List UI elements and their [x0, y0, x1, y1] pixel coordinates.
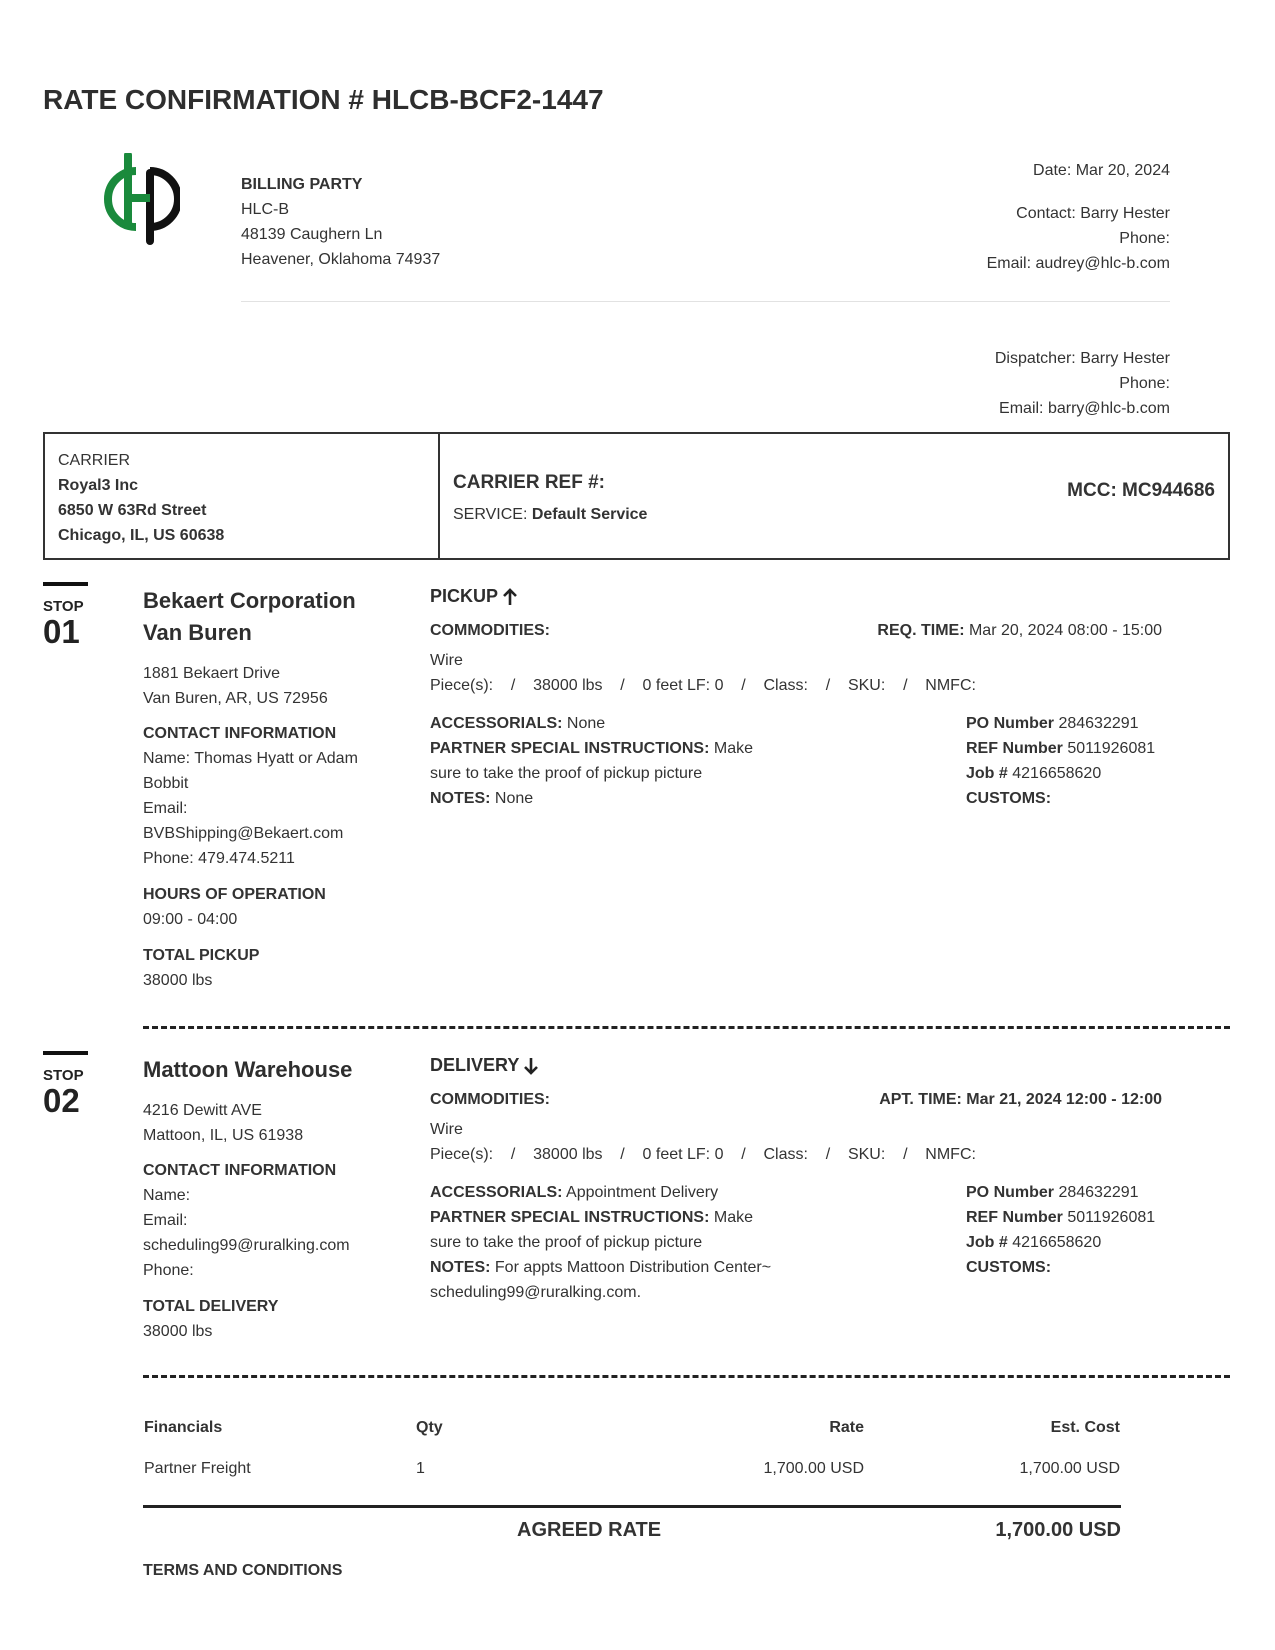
- contact-information: [143, 1158, 393, 1283]
- contact-email-label: Email:: [143, 1212, 188, 1229]
- stop-divider: [143, 1375, 1230, 1378]
- notes-label: NOTES:: [430, 1259, 491, 1276]
- stop-name-line1: Mattoon Warehouse: [143, 1057, 353, 1082]
- stop-address: [143, 1098, 393, 1148]
- carrier-ref-label: CARRIER REF #:: [453, 472, 606, 493]
- apt-time-label: APT. TIME:: [879, 1091, 962, 1108]
- stop-marker: [43, 582, 88, 648]
- stop-number: 01: [43, 613, 80, 650]
- instructions-block: [430, 711, 820, 811]
- pickup-heading: [430, 586, 518, 607]
- table-header-row: [143, 1418, 1121, 1459]
- accessorials-value: Appointment Delivery: [562, 1184, 719, 1201]
- reference-numbers: [966, 1180, 1155, 1280]
- total-divider: [143, 1505, 1121, 1508]
- stop-bar: [43, 1051, 88, 1055]
- reference-numbers: [966, 711, 1155, 811]
- psi-line2: sure to take the proof of pickup picture: [430, 1234, 703, 1251]
- pieces-line: Piece(s): / 38000 lbs / 0 feet LF: 0 / Class: / SKU: / NMFC:: [430, 677, 976, 694]
- total-value: 38000 lbs: [143, 1323, 213, 1340]
- carrier-box: [43, 432, 1230, 560]
- stop-location: [143, 1054, 393, 1344]
- carrier-label: CARRIER: [58, 452, 131, 469]
- total-value: 38000 lbs: [143, 972, 213, 989]
- ref-label: REF Number: [966, 740, 1063, 757]
- stop-address: [143, 661, 393, 711]
- po-value: 284632291: [1054, 1184, 1139, 1201]
- apt-time: [879, 1087, 1162, 1112]
- commodity-name: Wire: [430, 652, 463, 669]
- mcc-number: MCC: MC944686: [1067, 480, 1215, 501]
- req-time-value: Mar 20, 2024 08:00 - 15:00: [964, 622, 1162, 639]
- table-cell-rate: 1,700.00 USD: [763, 1460, 864, 1477]
- contact-heading: CONTACT INFORMATION: [143, 1162, 337, 1179]
- column-header-est-cost: Est. Cost: [1050, 1419, 1120, 1436]
- stop-name-line2: Van Buren: [143, 620, 252, 645]
- hours-of-operation: [143, 882, 393, 932]
- page-title: RATE CONFIRMATION # HLCB-BCF2-1447: [43, 84, 604, 115]
- total-heading: TOTAL DELIVERY: [143, 1298, 279, 1315]
- agreed-rate-value: 1,700.00 USD: [995, 1519, 1121, 1541]
- contact-information: [143, 721, 393, 871]
- req-time: [877, 618, 1162, 643]
- stop-name-line1: Bekaert Corporation: [143, 588, 356, 613]
- service-value: Default Service: [531, 506, 648, 523]
- carrier-street: 6850 W 63Rd Street: [58, 502, 207, 519]
- stop-label: STOP: [43, 598, 84, 615]
- notes-value: For appts Mattoon Distribution Center~: [490, 1259, 772, 1276]
- job-label: Job #: [966, 765, 1008, 782]
- customs-label: CUSTOMS:: [966, 790, 1052, 807]
- job-value: 4216658620: [1007, 765, 1102, 782]
- billing-party: [241, 172, 440, 272]
- billing-name: HLC-B: [241, 201, 290, 218]
- agreed-rate-label: AGREED RATE: [517, 1519, 662, 1541]
- table-row: [143, 1459, 1121, 1479]
- hours-heading: HOURS OF OPERATION: [143, 886, 326, 903]
- stop-marker: [43, 1051, 88, 1117]
- pickup-title: PICKUP: [430, 586, 499, 606]
- stop-address-line1: 4216 Dewitt AVE: [143, 1102, 262, 1119]
- psi-line2: sure to take the proof of pickup picture: [430, 765, 703, 782]
- notes-value: None: [490, 790, 534, 807]
- service-line: [453, 506, 647, 524]
- column-header-financials: Financials: [144, 1419, 223, 1436]
- accessorials-value: None: [562, 715, 606, 732]
- po-label: PO Number: [966, 715, 1055, 732]
- stop-location: [143, 585, 393, 993]
- delivery-heading: [430, 1055, 539, 1076]
- financials-table: [143, 1418, 1121, 1479]
- stop-bar: [43, 582, 88, 586]
- notes-line2: scheduling99@ruralking.com.: [430, 1284, 642, 1301]
- psi-label: PARTNER SPECIAL INSTRUCTIONS:: [430, 740, 710, 757]
- stop-address-line1: 1881 Bekaert Drive: [143, 665, 280, 682]
- total-delivery: [143, 1294, 393, 1344]
- req-time-label: REQ. TIME:: [877, 622, 965, 639]
- stop-address-line2: Van Buren, AR, US 72956: [143, 690, 328, 707]
- arrow-down-icon: [523, 1057, 539, 1075]
- carrier-city: Chicago, IL, US 60638: [58, 527, 225, 544]
- contact-block: [987, 158, 1170, 276]
- stop-label: STOP: [43, 1067, 84, 1084]
- carrier-name: Royal3 Inc: [58, 477, 139, 494]
- contact-email-label: Email:: [143, 800, 188, 817]
- job-value: 4216658620: [1007, 1234, 1102, 1251]
- contact-phone: Phone: 479.474.5211: [143, 850, 295, 867]
- table-cell-item: Partner Freight: [144, 1460, 251, 1477]
- dispatcher-block: [995, 346, 1170, 421]
- contact-heading: CONTACT INFORMATION: [143, 725, 337, 742]
- arrow-up-icon: [502, 588, 518, 606]
- psi-line1: Make: [709, 740, 753, 757]
- po-value: 284632291: [1054, 715, 1139, 732]
- ref-value: 5011926081: [1062, 740, 1156, 757]
- dispatcher-phone: Phone:: [1119, 375, 1170, 392]
- company-logo: [100, 153, 180, 245]
- table-cell-qty: 1: [416, 1460, 425, 1477]
- contact-email: BVBShipping@Bekaert.com: [143, 825, 344, 842]
- terms-and-conditions-heading: TERMS AND CONDITIONS: [143, 1562, 343, 1579]
- ref-label: REF Number: [966, 1209, 1063, 1226]
- contact-email: scheduling99@ruralking.com: [143, 1237, 350, 1254]
- total-pickup: [143, 943, 393, 993]
- total-heading: TOTAL PICKUP: [143, 947, 260, 964]
- contact-name-line2: Bobbit: [143, 775, 189, 792]
- document-date: Date: Mar 20, 2024: [1033, 162, 1170, 179]
- accessorials-label: ACCESSORIALS:: [430, 1184, 563, 1201]
- billing-heading: BILLING PARTY: [241, 176, 363, 193]
- commodities-label: COMMODITIES:: [430, 622, 550, 639]
- service-label: SERVICE:: [453, 506, 532, 523]
- column-header-rate: Rate: [829, 1419, 864, 1436]
- dispatcher-name: Dispatcher: Barry Hester: [994, 350, 1170, 367]
- customs-label: CUSTOMS:: [966, 1259, 1052, 1276]
- job-label: Job #: [966, 1234, 1008, 1251]
- notes-label: NOTES:: [430, 790, 491, 807]
- instructions-block: [430, 1180, 880, 1305]
- contact-email: Email: audrey@hlc-b.com: [986, 255, 1170, 272]
- billing-address-line1: 48139 Caughern Ln: [241, 226, 383, 243]
- stop-number: 02: [43, 1082, 80, 1119]
- hours-value: 09:00 - 04:00: [143, 911, 238, 928]
- pieces-line: Piece(s): / 38000 lbs / 0 feet LF: 0 / Class: / SKU: / NMFC:: [430, 1146, 976, 1163]
- ref-value: 5011926081: [1062, 1209, 1156, 1226]
- delivery-title: DELIVERY: [430, 1055, 520, 1075]
- accessorials-label: ACCESSORIALS:: [430, 715, 563, 732]
- contact-phone: Phone:: [143, 1262, 194, 1279]
- dispatcher-email: Email: barry@hlc-b.com: [999, 400, 1170, 417]
- apt-time-value: Mar 21, 2024 12:00 - 12:00: [961, 1091, 1162, 1108]
- commodity-name: Wire: [430, 1121, 463, 1138]
- table-cell-est-cost: 1,700.00 USD: [1019, 1460, 1120, 1477]
- header-divider: [241, 301, 1170, 302]
- psi-label: PARTNER SPECIAL INSTRUCTIONS:: [430, 1209, 710, 1226]
- contact-phone: Phone:: [1119, 230, 1170, 247]
- stop-address-line2: Mattoon, IL, US 61938: [143, 1127, 304, 1144]
- column-header-qty: Qty: [416, 1419, 443, 1436]
- contact-name-line1: Name: Thomas Hyatt or Adam: [143, 750, 358, 767]
- billing-address-line2: Heavener, Oklahoma 74937: [241, 251, 441, 268]
- commodities-label: COMMODITIES:: [430, 1091, 550, 1108]
- contact-name: Contact: Barry Hester: [1016, 205, 1170, 222]
- stop-divider: [143, 1026, 1230, 1029]
- po-label: PO Number: [966, 1184, 1055, 1201]
- contact-name-line1: Name:: [143, 1187, 191, 1204]
- psi-line1: Make: [709, 1209, 753, 1226]
- carrier-info: [45, 434, 440, 558]
